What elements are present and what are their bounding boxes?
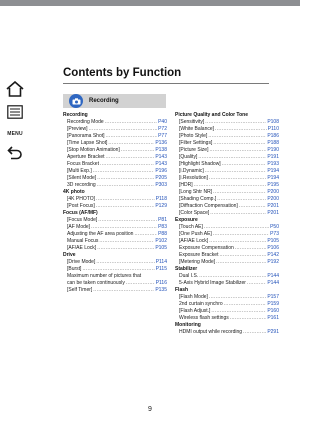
entry-text: Exposure Bracket bbox=[179, 252, 219, 258]
toc-entry[interactable] bbox=[175, 126, 279, 133]
toc-entry[interactable] bbox=[175, 315, 279, 322]
page-link[interactable]: P291 bbox=[267, 329, 279, 335]
dot-leader bbox=[108, 140, 154, 147]
page-link[interactable]: P144 bbox=[267, 273, 279, 279]
toc-entry[interactable] bbox=[175, 245, 279, 252]
dot-leader bbox=[100, 161, 154, 168]
dot-leader bbox=[199, 273, 266, 280]
entry-text: Dual I.S. bbox=[179, 273, 199, 279]
toc-entry[interactable] bbox=[63, 126, 167, 133]
page-link[interactable]: P143 bbox=[155, 154, 167, 160]
entry-text: Maximum number of pictures that bbox=[67, 273, 142, 279]
toc-entry[interactable] bbox=[175, 252, 279, 259]
page-link[interactable]: P196 bbox=[155, 168, 167, 174]
page-link[interactable]: P188 bbox=[267, 140, 279, 146]
page-link[interactable]: P135 bbox=[155, 287, 167, 293]
page-link[interactable]: P115 bbox=[155, 266, 167, 272]
toc-entry[interactable] bbox=[175, 210, 279, 217]
toc-entry[interactable] bbox=[175, 119, 279, 126]
entry-text: [White Balance] bbox=[179, 126, 215, 132]
toc-entry[interactable] bbox=[63, 259, 167, 266]
page-link[interactable]: P102 bbox=[155, 238, 167, 244]
toc-entry[interactable] bbox=[63, 168, 167, 175]
dot-leader bbox=[209, 175, 266, 182]
toc-entry[interactable] bbox=[63, 140, 167, 147]
group-heading: Focus (AF/MF) bbox=[63, 210, 98, 216]
dot-leader bbox=[219, 252, 266, 259]
toc-entry[interactable] bbox=[175, 308, 279, 315]
dot-leader bbox=[213, 231, 269, 238]
entry-text: [Touch AE] bbox=[179, 224, 203, 230]
entry-text: [Multi Exp.] bbox=[67, 168, 92, 174]
dot-leader bbox=[96, 196, 155, 203]
page-link[interactable]: P143 bbox=[155, 161, 167, 167]
entry-text: [Sensitivity] bbox=[179, 119, 205, 125]
contents-list-icon bbox=[7, 105, 23, 119]
toc-entry[interactable] bbox=[175, 189, 279, 196]
dot-leader bbox=[209, 238, 266, 245]
page-link[interactable]: P40 bbox=[158, 119, 167, 125]
toc-entry[interactable] bbox=[63, 154, 167, 161]
page-link[interactable]: P195 bbox=[267, 182, 279, 188]
back-arrow-icon bbox=[7, 146, 23, 160]
section-header bbox=[63, 94, 166, 108]
entry-text: [Silent Mode] bbox=[67, 175, 97, 181]
page-link[interactable]: P138 bbox=[155, 147, 167, 153]
page-link[interactable]: P106 bbox=[267, 245, 279, 251]
title-divider bbox=[63, 83, 269, 84]
page-link[interactable]: P192 bbox=[267, 259, 279, 265]
page-title: Contents by Function bbox=[63, 67, 182, 79]
group-heading: Monitoring bbox=[175, 322, 201, 328]
dot-leader bbox=[194, 182, 267, 189]
toc-entry[interactable] bbox=[175, 273, 279, 280]
page-link[interactable]: P201 bbox=[267, 203, 279, 209]
toc-entry[interactable] bbox=[175, 238, 279, 245]
entry-text: [Panorama Shot] bbox=[67, 133, 105, 139]
dot-leader bbox=[215, 126, 267, 133]
page-link[interactable]: P136 bbox=[155, 140, 167, 146]
page-link[interactable]: P118 bbox=[155, 196, 167, 202]
dot-leader bbox=[97, 245, 154, 252]
top-banner bbox=[0, 0, 300, 6]
home-button[interactable] bbox=[3, 79, 27, 99]
toc-entry[interactable] bbox=[63, 273, 167, 287]
entry-text: Exposure Compensation bbox=[179, 245, 234, 251]
toc-entry[interactable] bbox=[175, 168, 279, 175]
page-link[interactable]: P200 bbox=[267, 189, 279, 195]
toc-entry[interactable] bbox=[175, 133, 279, 140]
page-link[interactable]: P77 bbox=[158, 133, 167, 139]
dot-leader bbox=[96, 203, 155, 210]
page-link[interactable]: P161 bbox=[267, 315, 279, 321]
toc-entry[interactable] bbox=[175, 329, 279, 336]
toc-entry[interactable] bbox=[63, 182, 167, 189]
dot-leader bbox=[134, 231, 157, 238]
entry-text: [Burst] bbox=[67, 266, 82, 272]
entry-text: [Focus Mode] bbox=[67, 217, 98, 223]
entry-text: 5-Axis Hybrid Image Stabilizer bbox=[179, 280, 246, 286]
toc-entry[interactable] bbox=[63, 203, 167, 210]
menu-icon: MENU bbox=[7, 131, 23, 137]
dot-leader bbox=[121, 147, 155, 154]
toc-entry[interactable] bbox=[175, 140, 279, 147]
page-link[interactable]: P116 bbox=[155, 280, 167, 286]
dot-leader bbox=[239, 203, 266, 210]
dot-leader bbox=[213, 140, 266, 147]
entry-text: [Picture Size] bbox=[179, 147, 209, 153]
dot-leader bbox=[93, 287, 154, 294]
entry-text: [Shading Comp.] bbox=[179, 196, 217, 202]
dot-leader bbox=[243, 329, 266, 336]
toc-entry[interactable] bbox=[175, 175, 279, 182]
page-link[interactable]: P50 bbox=[270, 224, 279, 230]
entry-text: [Flash Mode] bbox=[179, 294, 208, 300]
page-link[interactable]: P201 bbox=[267, 210, 279, 216]
back-button[interactable] bbox=[3, 143, 27, 163]
toc-entry[interactable] bbox=[175, 294, 279, 301]
dot-leader bbox=[209, 294, 266, 301]
entry-line bbox=[67, 280, 167, 287]
entry-text: [Preview] bbox=[67, 126, 88, 132]
contents-list-button[interactable] bbox=[3, 102, 27, 122]
page-link[interactable]: P191 bbox=[267, 154, 279, 160]
dot-leader bbox=[204, 224, 269, 231]
entry-text: [Time Lapse Shot] bbox=[67, 140, 108, 146]
dot-leader bbox=[205, 168, 267, 175]
group-heading: Recording bbox=[63, 112, 88, 118]
entry-text: Focus Bracket bbox=[67, 161, 99, 167]
toc-entry[interactable] bbox=[63, 245, 167, 252]
left-column bbox=[63, 112, 167, 294]
toc-entry[interactable] bbox=[175, 301, 279, 308]
page-link[interactable]: P114 bbox=[155, 259, 167, 265]
page-link[interactable]: P160 bbox=[267, 308, 279, 314]
dot-leader bbox=[93, 168, 155, 175]
entry-text: [AF/AE Lock] bbox=[67, 245, 97, 251]
entry-text: [Stop Motion Animation] bbox=[67, 147, 120, 153]
toc-entry[interactable] bbox=[63, 224, 167, 231]
entry-text: [HDR] bbox=[179, 182, 193, 188]
page-link[interactable]: P105 bbox=[267, 238, 279, 244]
dot-leader bbox=[210, 210, 266, 217]
toc-entry[interactable] bbox=[175, 224, 279, 231]
page-link[interactable]: P193 bbox=[267, 161, 279, 167]
page-link[interactable]: P142 bbox=[267, 252, 279, 258]
section-label: Recording bbox=[89, 98, 119, 104]
dot-leader bbox=[235, 245, 267, 252]
entry-text: [Photo Style] bbox=[179, 133, 208, 139]
toc-entry[interactable] bbox=[175, 154, 279, 161]
toc-entry[interactable] bbox=[63, 161, 167, 168]
right-column bbox=[175, 112, 279, 336]
dot-leader bbox=[105, 119, 157, 126]
toc-entry[interactable] bbox=[175, 147, 279, 154]
dot-leader bbox=[216, 259, 266, 266]
entry-text: [Highlight Shadow] bbox=[179, 161, 221, 167]
entry-text: [i.Dynamic] bbox=[179, 168, 204, 174]
toc-entry[interactable] bbox=[63, 287, 167, 294]
page-link[interactable]: P110 bbox=[267, 126, 279, 132]
dot-leader bbox=[106, 133, 158, 140]
page-link[interactable]: P108 bbox=[267, 119, 279, 125]
toc-entry[interactable] bbox=[63, 119, 167, 126]
entry-text: [Flash Adjust.] bbox=[179, 308, 211, 314]
dot-leader bbox=[230, 315, 267, 322]
entry-text: [Filter Settings] bbox=[179, 140, 213, 146]
toc-entry[interactable] bbox=[63, 266, 167, 273]
toc-entry[interactable] bbox=[175, 231, 279, 238]
dot-leader bbox=[217, 196, 266, 203]
dot-leader bbox=[89, 126, 158, 133]
entry-text: Manual Focus bbox=[67, 238, 99, 244]
toc-entry[interactable] bbox=[63, 231, 167, 238]
toc-entry[interactable] bbox=[63, 217, 167, 224]
dot-leader bbox=[97, 175, 154, 182]
page-link[interactable]: P81 bbox=[158, 217, 167, 223]
entry-text: Wireless flash settings bbox=[179, 315, 229, 321]
dot-leader bbox=[209, 147, 266, 154]
entry-text: [Diffraction Compensation] bbox=[179, 203, 238, 209]
camera-badge bbox=[69, 94, 83, 108]
dot-leader bbox=[126, 280, 155, 287]
group-heading: Picture Quality and Color Tone bbox=[175, 112, 248, 118]
entry-text: [One Push AE] bbox=[179, 231, 212, 237]
toc-entry[interactable] bbox=[175, 203, 279, 210]
toc-entry[interactable] bbox=[175, 259, 279, 266]
dot-leader bbox=[224, 301, 267, 308]
dot-leader bbox=[82, 266, 154, 273]
toc-entry[interactable] bbox=[175, 280, 279, 287]
entry-text: [Metering Mode] bbox=[179, 259, 216, 265]
entry-text: [AF/AE Lock] bbox=[179, 238, 209, 244]
group-heading: Flash bbox=[175, 287, 189, 293]
page-link[interactable]: P159 bbox=[267, 301, 279, 307]
entry-text-continued: can be taken continuously bbox=[67, 280, 125, 286]
entry-text: [Quality] bbox=[179, 154, 198, 160]
page-link[interactable]: P83 bbox=[158, 224, 167, 230]
entry-text: [Post Focus] bbox=[67, 203, 95, 209]
page-link[interactable]: P303 bbox=[155, 182, 167, 188]
dot-leader bbox=[98, 217, 157, 224]
entry-text: 2nd curtain synchro bbox=[179, 301, 223, 307]
page-link[interactable]: P194 bbox=[267, 175, 279, 181]
entry-text: Recording Mode bbox=[67, 119, 104, 125]
menu-button[interactable] bbox=[3, 124, 27, 144]
dot-leader bbox=[91, 224, 157, 231]
dot-leader bbox=[198, 154, 266, 161]
page-link[interactable]: P88 bbox=[158, 231, 167, 237]
dot-leader bbox=[213, 189, 266, 196]
dot-leader bbox=[211, 308, 266, 315]
dot-leader bbox=[97, 182, 155, 189]
page-number: 9 bbox=[148, 406, 152, 413]
page-link[interactable]: P157 bbox=[267, 294, 279, 300]
dot-leader bbox=[96, 259, 154, 266]
page-link[interactable]: P144 bbox=[267, 280, 279, 286]
entry-text: [Color Space] bbox=[179, 210, 210, 216]
toc-entry[interactable] bbox=[63, 175, 167, 182]
toc-entry[interactable] bbox=[175, 161, 279, 168]
toc-entry[interactable] bbox=[175, 182, 279, 189]
entry-text: Aperture Bracket bbox=[67, 154, 105, 160]
entry-text: [4K PHOTO] bbox=[67, 196, 95, 202]
dot-leader bbox=[222, 161, 267, 168]
toc-entry[interactable] bbox=[63, 147, 167, 154]
dot-leader bbox=[205, 119, 266, 126]
page-link[interactable]: P129 bbox=[155, 203, 167, 209]
entry-text: 3D recording bbox=[67, 182, 96, 188]
group-heading: Drive bbox=[63, 252, 76, 258]
dot-leader bbox=[208, 133, 266, 140]
entry-text: HDMI output while recording bbox=[179, 329, 243, 335]
page-link[interactable]: P105 bbox=[155, 245, 167, 251]
group-heading: 4K photo bbox=[63, 189, 85, 195]
page-link[interactable]: P186 bbox=[267, 133, 279, 139]
entry-text: Adjusting the AF area position bbox=[67, 231, 134, 237]
entry-text: [Drive Mode] bbox=[67, 259, 96, 265]
toc-entry[interactable] bbox=[63, 238, 167, 245]
page-link[interactable]: P200 bbox=[267, 196, 279, 202]
entry-text: [AF Mode] bbox=[67, 224, 91, 230]
camera-icon bbox=[72, 98, 81, 105]
entry-text: [Self Timer] bbox=[67, 287, 93, 293]
entry-text: [Long Shtr NR] bbox=[179, 189, 213, 195]
group-heading: Stabilizer bbox=[175, 266, 198, 272]
toc-entry[interactable] bbox=[175, 196, 279, 203]
entry-text: [i.Resolution] bbox=[179, 175, 208, 181]
page-link[interactable]: P194 bbox=[267, 168, 279, 174]
page-link[interactable]: P72 bbox=[158, 126, 167, 132]
toc-entry[interactable] bbox=[63, 133, 167, 140]
toc-entry[interactable] bbox=[63, 196, 167, 203]
page-link[interactable]: P190 bbox=[267, 147, 279, 153]
dot-leader bbox=[99, 238, 154, 245]
dot-leader bbox=[247, 280, 266, 287]
dot-leader bbox=[106, 154, 155, 161]
page-link[interactable]: P73 bbox=[270, 231, 279, 237]
group-heading: Exposure bbox=[175, 217, 198, 223]
page-link[interactable]: P205 bbox=[155, 175, 167, 181]
home-icon bbox=[6, 81, 24, 97]
